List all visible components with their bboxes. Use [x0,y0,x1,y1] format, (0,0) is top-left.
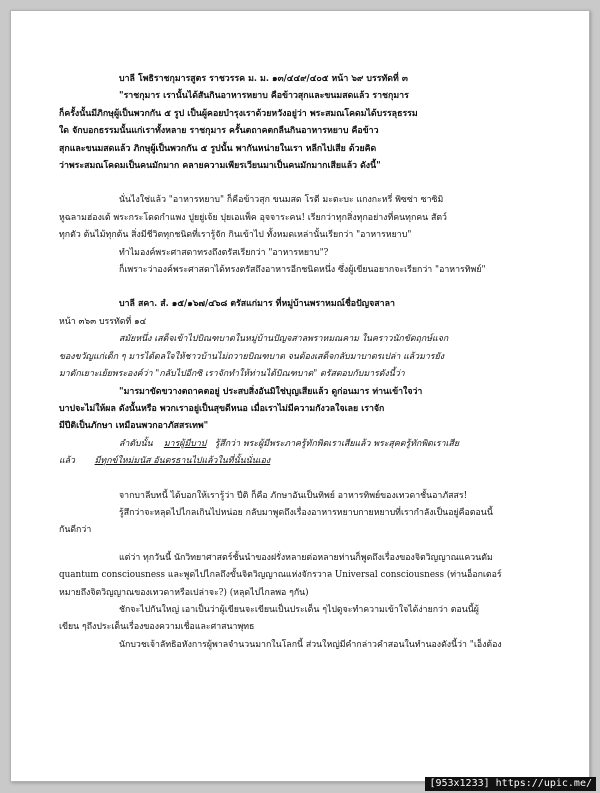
paragraph-line: หมายถึงจิตวิญญาณของเทวดาหรือเปล่าจะ?) (หลุดไปไกลพอ ๆกัน) [59,587,309,598]
story-conclusion-line [59,453,555,470]
buddha-quote-line: บาปจะไม่ให้ผล ดังนั้นหรือ พวกเราอยู่เป็นสุขดีหนอ เมื่อเราไม่มีความกังวลใจเลย เราจัก [59,403,385,414]
document-content [59,71,555,654]
paragraph-line: กันดีกว่า [59,525,92,536]
paragraph-line: แต่ว่า ทุกวันนี้ นักวิทยาศาสตร์ชั้นนำของฝรั่งหลายต่อหลายท่านก็พูดถึงเรื่องของจิตวิญญาณแควนตัม [119,552,493,563]
spacer [59,175,555,192]
quote-line: สุกและขนมสดแล้ว ภิกษุผู้เป็นพวกกัน ๕ รูปนั้น พากันหน่ายในเรา หลีกไปเสีย ด้วยคิด [59,143,377,154]
quote-line: ใด จักบอกธรรมนั้นแก่เราทั้งหลาย ราชกุมาร ครั้นตถาคตกลืนกินอาหารหยาบ คือข้าว [59,126,379,137]
paragraph-line: ชักจะไปกันใหญ่ เอาเป็นว่าผู้เขียนจะเขียนเป็นประเด็น ๆไปดูจะทำความเข้าใจได้ง่ายกว่า ตอนนี้ผู้ [119,604,479,615]
story-text: รู้สึกว่า พระผู้มีพระภาครู้ทักพิดเราเสียแล้ว พระสุคตรู้ทักพิดเราเสีย [214,438,460,449]
question-line: ทำไมองค์พระศาสดาทรงถึงตรัสเรียกว่า "อาหารหยาบ"? [119,247,329,258]
paragraph-line: นั่นไงใช่แล้ว "อาหารหยาบ" ก็คือข้าวสุก ขนมสด โรตี มะตะบะ แกงกะหรี่ พิซซ่า ซาซิมิ [119,195,444,206]
paragraph-line: หูฉลามฮ่องเต้ พระกระโดดกำแพง ปูยยู่เจ้ย ปุยเอแพ็ค อุจจาระคน! เรียกว่าทุกสิ่งทุกอย่างที่คนทุกคน สัตว์ [59,212,447,223]
spacer [59,540,555,550]
pali-reference-page: หน้า ๓๖๓ บรรทัดที่ ๑๔ [59,316,147,327]
quote-line: ก็ครั้งนั้นมีภิกษุผู้เป็นพวกกัน ๕ รูป เป็นผู้คอยบำรุงเราด้วยหวังอยู่ว่า พระสมณโคดมได้บรรลุธรรม [59,108,418,119]
quote-line: "ราชกุมาร เรานั้นได้สันกินอาหารหยาบ คือข้าวสุกและขนมสดแล้ว ราชกุมาร [119,91,409,102]
underlined-phrase: มารผู้มีบาป [163,438,207,449]
story-line: สมัยหนึ่ง เสด็จเข้าไปบิณฑบาตในหมู่บ้านปัญจสาลพราหมณคาม ในคราวนักขัตฤกษ์แจก [119,334,449,345]
story-text: แล้ว [59,456,76,467]
paragraph-line: รู้สึกว่าจะหลุดไปไกลเกินไปหน่อย กลับมาพูดถึงเรื่องอาหารหยาบกายหยาบที่เรากำลังเป็นอยู่คือตอนนี้ [119,507,493,518]
story-line: ของขวัญแก่เด็ก ๆ มารได้ดลใจให้ชาวบ้านไม่ถวายบิณฑบาต จนต้องเสด็จกลับมาบาตรเปล่า แล้วมารยัง [59,351,445,362]
spacer [59,471,555,488]
document-page [10,10,590,782]
underlined-phrase: มีทุกข์ใหม่มนัส อันตรธานไปแล้วในที่นั้นนั่นเอง [94,456,271,467]
paragraph-line: นักบวชเจ้าลัทธิอหังการผู้พาลจำนวนมากในโลกนี้ ส่วนใหญ่มีคำกล่าวคำสอนในทำนองดังนี้ว่า "เอ็งต้อง [119,639,502,650]
pali-reference-1: บาลี โพธิราชกุมารสูตร ราชวรรค ม. ม. ๑๓/๔๔๙/๔๐๕ หน้า ๖๙ บรรทัดที่ ๓ [119,74,408,84]
spacer [59,279,555,296]
paragraph-line: เขียน ๆถึงประเด็นเรื่องของความเชื่อและศาสนาพุทธ [59,622,255,633]
paragraph-line: quantum consciousness และพูดไปไกลถึงขั้นจิตวิญญาณแห่งจักรวาล Universal consciousness (ท่านอ็อกเตอร์ [59,570,502,581]
pali-reference-2: บาลี สคา. สํ. ๑๕/๑๖๗/๔๖๘ ตรัสแก่มาร ที่หมู่บ้านพราหมณ์ชื่อปัญจสาลา [119,299,395,310]
buddha-quote-line: มีปีติเป็นภักษา เหมือนพวกอาภัสสรเทพ" [59,421,209,432]
buddha-quote-line: "มารมาขัดขวางตถาคตอยู่ ประสบสิ่งอันมิใช่บุญเสียแล้ว ดูก่อนมาร ท่านเข้าใจว่า [119,386,423,397]
story-text: ลำดับนั้น [119,438,153,449]
paragraph-line: ทุกตัว ต้นไม้ทุกต้น สิ่งมีชีวิตทุกชนิดที่เรารู้จัก กินเข้าไป ทั้งหมดเหล่านั้นเรียกว่า "อาหารหยาบ" [59,230,412,241]
paragraph-line: จากบาลีบทนี้ ได้บอกให้เรารู้ว่า ปีติ ก็คือ ภักษาอันเป็นทิพย์ อาหารทิพย์ของเทวดาชั้นอาภัสสร! [119,490,468,501]
story-conclusion-line [59,436,555,453]
image-host-watermark: [953x1233] https://upic.me/ [425,777,596,791]
answer-line: ก็เพราะว่าองค์พระศาสดาได้ทรงตรัสถึงอาหารอีกชนิดหนึ่ง ซึ่งผู้เขียนอยากจะเรียกว่า "อาหารทิพย์" [119,265,486,276]
quote-line: ว่าพระสมณโคดมเป็นคนมักมาก คลายความเพียรเวียนมาเป็นคนมักมากเสียแล้ว ดังนี้" [59,161,381,172]
story-line: มาดักเยาะเย้ยพระองค์ว่า "กลับไปอีกซิ เราจักทำให้ท่านได้บิณฑบาต" ตรัสตอบกับมารดังนี้ว่า [59,369,405,380]
